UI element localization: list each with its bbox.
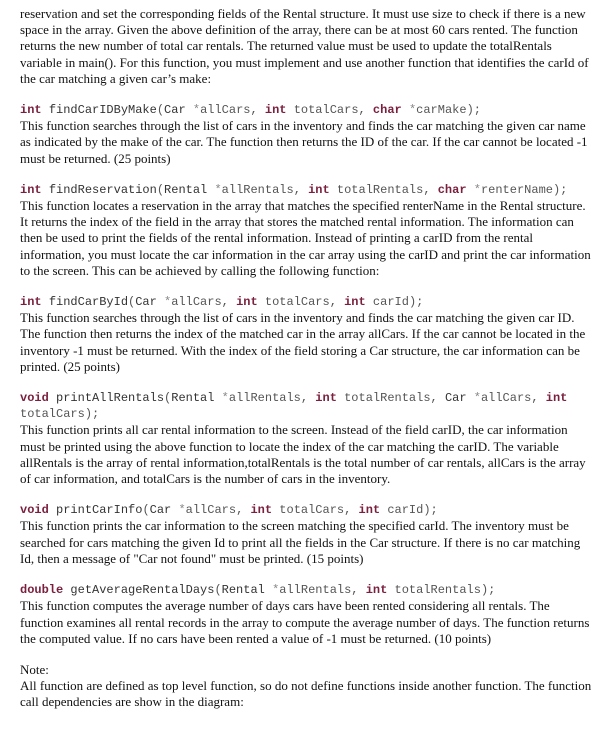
param-name: renterName — [480, 182, 553, 197]
pointer-marker: * — [178, 503, 186, 518]
function-description: This function computes the average number of days cars have been rented considering all rentals. The function examines all rental records in the array to compute the average number of days. The function returns the computed value. If no cars have been rented a value of -1 must be returned. (10 points) — [20, 598, 590, 646]
function-description: This function locates a reservation in the array that matches the specified renterName in the Rental structure. It returns the index of the field in the array that stores the matched rental information. The information can then be used to print the fields of the rental information. Instead of printing a carID from the rental information, you must locate the car information in the car array using the carID and print the car information to the screen. This can be achieved by calling the following function: — [20, 198, 591, 278]
param-type: int — [365, 583, 388, 598]
function-signature: double getAverageRentalDays(Rental *allRentals, int totalRentals); — [20, 583, 496, 598]
function-name: printCarInfo — [56, 503, 143, 518]
param-name: carMake — [416, 103, 467, 118]
function-description: This function searches through the list of cars in the inventory and finds the car matching the given car ID. The function then returns the index of the matched car in the array allCars. If the car cannot be located in the inventory -1 must be returned. With the index of the field storing a Car structure, the car information can be printed. (25 points) — [20, 310, 586, 374]
param-type: Car — [164, 103, 186, 118]
function-block — [20, 182, 594, 279]
pointer-marker: * — [473, 182, 481, 197]
param-type: int — [236, 295, 258, 310]
pointer-marker: * — [221, 391, 229, 406]
intro-paragraph: reservation and set the corresponding fields of the Rental structure. It must use size to check if there is a new space in the array. Given the above definition of the array, there can be at most 60 cars rented. The function returns the new number of total car rentals. The returned value must be used to update the totalRentals variable in main(). For this function, you must implement and use another function that identifies the carId of the car matching a given car’s make: — [20, 6, 589, 86]
param-type: Rental — [221, 583, 265, 598]
param-name: carId — [372, 295, 409, 310]
function-description: This function prints the car information to the screen matching the specified carId. The inventory must be searched for cars matching the given Id to print all the fields in the Car structure. If there is no car matching Id, then a message of "Car not found" must be printed. (15 points) — [20, 518, 581, 566]
note-section — [20, 662, 594, 711]
param-name: totalCars — [264, 295, 330, 310]
return-type: void — [20, 503, 49, 518]
param-type: int — [264, 103, 287, 118]
param-type: int — [344, 295, 366, 310]
param-type: int — [308, 182, 330, 197]
document-page — [20, 6, 594, 711]
param-name: totalRentals — [336, 182, 424, 197]
function-signature: int findReservation(Rental *allRentals, int totalRentals, char *renterName); — [20, 182, 568, 197]
param-name: totalRentals — [394, 583, 481, 598]
function-description: This function prints all car rental information to the screen. Instead of the field carID, the car information must be printed using the above function to locate the index of the car matching the carID. The variable allRentals is the array of rental information,totalRentals is the total number of car rentals, allCars is the array of car information, and totalCars is the number of cars in the inventory. — [20, 422, 586, 487]
function-name: findReservation — [48, 182, 157, 197]
param-name: allRentals — [279, 583, 352, 598]
param-type: Car — [149, 503, 172, 518]
function-block — [20, 582, 594, 647]
function-block — [20, 390, 594, 487]
function-name: printAllRentals — [56, 391, 165, 406]
function-description: This function searches through the list of cars in the inventory and finds the car matching the given car name as indicated by the make of the car. The function then returns the ID of the car. If the car cannot be located -1 must be returned. (25 points) — [20, 118, 588, 166]
param-name: allCars — [185, 503, 237, 518]
param-name: allCars — [200, 103, 251, 118]
param-type: Rental — [171, 391, 215, 406]
param-name: totalCars — [279, 503, 345, 518]
pointer-marker: * — [192, 103, 201, 118]
pointer-marker: * — [164, 295, 172, 310]
param-name: totalCars — [20, 407, 85, 422]
param-name: allRentals — [228, 391, 301, 406]
pointer-marker: * — [214, 182, 222, 197]
note-text: All function are defined as top level function, so do not define functions inside another function. The function call dependencies are show in the diagram: — [20, 678, 592, 710]
return-type: int — [20, 103, 42, 118]
param-name: allCars — [171, 295, 222, 310]
function-name: getAverageRentalDays — [70, 583, 215, 598]
function-list — [20, 102, 594, 647]
param-type: Car — [135, 295, 157, 310]
function-signature: int findCarById(Car *allCars, int totalCars, int carId); — [20, 295, 424, 310]
return-type: void — [20, 391, 49, 406]
param-type: Rental — [164, 182, 208, 197]
function-signature: int findCarIDByMake(Car *allCars, int totalCars, char *carMake); — [20, 103, 481, 118]
param-name: totalCars — [293, 103, 359, 118]
param-type: char — [437, 182, 467, 197]
function-block — [20, 102, 594, 167]
function-block — [20, 294, 594, 375]
param-type: int — [545, 391, 568, 406]
param-name: carId — [387, 503, 424, 518]
return-type: double — [20, 583, 64, 598]
param-type: int — [250, 503, 273, 518]
function-signature: void printCarInfo(Car *allCars, int totalCars, int carId); — [20, 503, 438, 518]
function-name: findCarById — [48, 295, 129, 310]
pointer-marker: * — [408, 103, 417, 118]
return-type: int — [20, 182, 42, 197]
note-heading: Note: — [20, 661, 49, 677]
param-type: Car — [444, 391, 467, 406]
function-name: findCarIDByMake — [48, 103, 157, 118]
pointer-marker: * — [272, 583, 280, 598]
function-signature: void printAllRentals(Rental *allRentals, int totalRentals, Car *allCars, int totalCars); — [20, 391, 568, 422]
function-block — [20, 502, 594, 567]
param-type: int — [358, 503, 381, 518]
param-name: allRentals — [221, 182, 294, 197]
pointer-marker: * — [473, 391, 481, 406]
param-type: int — [315, 391, 337, 406]
return-type: int — [20, 295, 42, 310]
param-name: totalRentals — [344, 391, 431, 406]
param-name: allCars — [480, 391, 532, 406]
param-type: char — [372, 103, 402, 118]
